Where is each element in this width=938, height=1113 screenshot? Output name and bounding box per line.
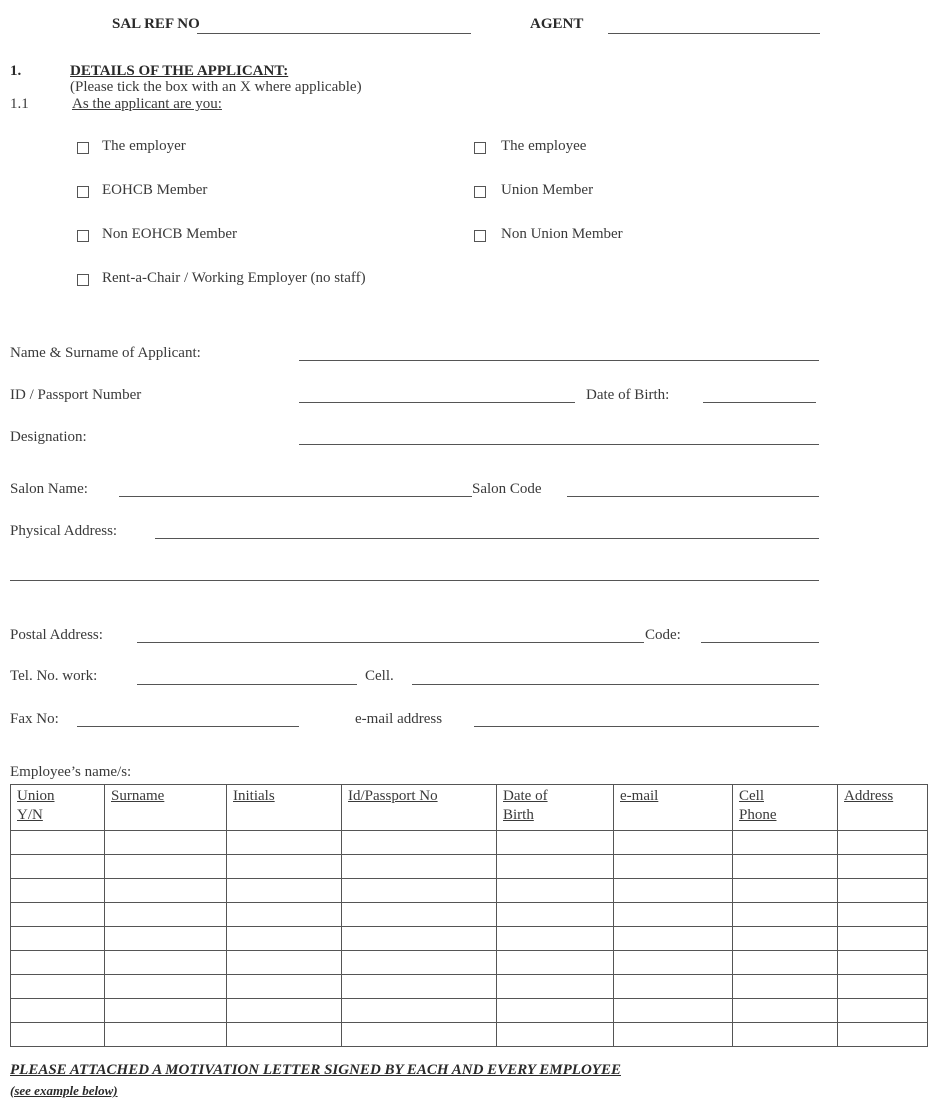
table-cell[interactable] bbox=[227, 879, 342, 903]
column-header-date-of-birth: Date of Birth bbox=[497, 785, 614, 831]
table-cell[interactable] bbox=[497, 855, 614, 879]
salon-name-input[interactable] bbox=[119, 496, 472, 497]
table-cell[interactable] bbox=[733, 951, 838, 975]
table-row bbox=[11, 1023, 928, 1047]
table-cell[interactable] bbox=[105, 999, 227, 1023]
table-cell[interactable] bbox=[342, 879, 497, 903]
table-row bbox=[11, 999, 928, 1023]
table-cell[interactable] bbox=[342, 951, 497, 975]
checkbox-icon[interactable] bbox=[77, 186, 89, 198]
table-cell[interactable] bbox=[11, 1023, 105, 1047]
cell-input[interactable] bbox=[412, 684, 819, 685]
table-cell[interactable] bbox=[342, 975, 497, 999]
table-cell[interactable] bbox=[105, 903, 227, 927]
postal-address-input[interactable] bbox=[137, 642, 644, 643]
table-cell[interactable] bbox=[497, 831, 614, 855]
table-cell[interactable] bbox=[11, 999, 105, 1023]
id-passport-label: ID / Passport Number bbox=[10, 387, 142, 403]
table-cell[interactable] bbox=[614, 927, 733, 951]
table-cell[interactable] bbox=[227, 927, 342, 951]
column-header-address: Address bbox=[838, 785, 928, 831]
name-surname-label: Name & Surname of Applicant: bbox=[10, 345, 201, 361]
table-cell[interactable] bbox=[227, 855, 342, 879]
checkbox-icon[interactable] bbox=[77, 230, 89, 242]
table-cell[interactable] bbox=[733, 855, 838, 879]
motivation-letter-notice: PLEASE ATTACHED A MOTIVATION LETTER SIGNED BY EACH AND EVERY EMPLOYEE bbox=[10, 1062, 621, 1078]
table-cell[interactable] bbox=[614, 975, 733, 999]
table-cell[interactable] bbox=[733, 831, 838, 855]
table-cell[interactable] bbox=[105, 831, 227, 855]
table-cell[interactable] bbox=[614, 1023, 733, 1047]
table-cell[interactable] bbox=[11, 879, 105, 903]
table-cell[interactable] bbox=[838, 951, 928, 975]
table-cell[interactable] bbox=[105, 951, 227, 975]
sal-ref-input[interactable] bbox=[197, 33, 471, 34]
table-cell[interactable] bbox=[342, 927, 497, 951]
designation-label: Designation: bbox=[10, 429, 87, 445]
table-cell[interactable] bbox=[614, 903, 733, 927]
table-cell[interactable] bbox=[733, 903, 838, 927]
option-label: Rent-a-Chair / Working Employer (no staff) bbox=[102, 270, 366, 286]
table-cell[interactable] bbox=[342, 831, 497, 855]
table-row bbox=[11, 855, 928, 879]
fax-input[interactable] bbox=[77, 726, 299, 727]
table-cell[interactable] bbox=[614, 951, 733, 975]
employees-table bbox=[10, 784, 928, 1047]
salon-name-label: Salon Name: bbox=[10, 481, 88, 497]
checkbox-icon[interactable] bbox=[77, 274, 89, 286]
option-label: Non EOHCB Member bbox=[102, 226, 237, 242]
table-cell[interactable] bbox=[838, 879, 928, 903]
column-header-email: e-mail bbox=[614, 785, 733, 831]
table-cell[interactable] bbox=[105, 975, 227, 999]
table-cell[interactable] bbox=[614, 999, 733, 1023]
option-label: The employer bbox=[102, 138, 186, 154]
table-cell[interactable] bbox=[497, 975, 614, 999]
tel-work-label: Tel. No. work: bbox=[10, 668, 98, 684]
salon-code-label: Salon Code bbox=[472, 481, 542, 497]
table-cell[interactable] bbox=[227, 903, 342, 927]
checkbox-icon[interactable] bbox=[474, 142, 486, 154]
physical-address-input[interactable] bbox=[155, 538, 819, 539]
column-header-cell-phone: Cell Phone bbox=[733, 785, 838, 831]
table-cell[interactable] bbox=[227, 951, 342, 975]
table-cell[interactable] bbox=[497, 1023, 614, 1047]
table-row bbox=[11, 831, 928, 855]
table-cell[interactable] bbox=[11, 927, 105, 951]
column-header-initials: Initials bbox=[227, 785, 342, 831]
employees-label: Employee’s name/s: bbox=[10, 764, 132, 780]
table-cell[interactable] bbox=[733, 975, 838, 999]
table-cell[interactable] bbox=[733, 1023, 838, 1047]
sal-ref-label: SAL REF NO bbox=[112, 16, 200, 32]
table-row bbox=[11, 879, 928, 903]
option-label: Union Member bbox=[501, 182, 594, 198]
table-cell[interactable] bbox=[342, 855, 497, 879]
table-cell[interactable] bbox=[105, 1023, 227, 1047]
table-row bbox=[11, 903, 928, 927]
table-cell[interactable] bbox=[227, 999, 342, 1023]
checkbox-icon[interactable] bbox=[77, 142, 89, 154]
physical-address-label: Physical Address: bbox=[10, 523, 118, 539]
agent-input[interactable] bbox=[608, 33, 820, 34]
table-cell[interactable] bbox=[733, 999, 838, 1023]
fax-label: Fax No: bbox=[10, 711, 59, 727]
table-cell[interactable] bbox=[497, 927, 614, 951]
table-cell[interactable] bbox=[838, 927, 928, 951]
table-cell[interactable] bbox=[838, 831, 928, 855]
table-cell[interactable] bbox=[227, 831, 342, 855]
see-example-note: (see example below) bbox=[10, 1083, 118, 1098]
table-cell[interactable] bbox=[105, 927, 227, 951]
table-cell[interactable] bbox=[11, 831, 105, 855]
id-passport-input[interactable] bbox=[299, 402, 575, 403]
table-cell[interactable] bbox=[838, 855, 928, 879]
table-cell[interactable] bbox=[342, 903, 497, 927]
name-surname-input[interactable] bbox=[299, 360, 819, 361]
table-cell[interactable] bbox=[11, 975, 105, 999]
designation-input[interactable] bbox=[299, 444, 819, 445]
date-of-birth-input[interactable] bbox=[703, 402, 816, 403]
column-header-union: Union Y/N bbox=[11, 785, 105, 831]
table-cell[interactable] bbox=[105, 879, 227, 903]
table-cell[interactable] bbox=[11, 951, 105, 975]
checkbox-icon[interactable] bbox=[474, 186, 486, 198]
section-number: 1. bbox=[10, 63, 22, 79]
option-label: EOHCB Member bbox=[102, 182, 208, 198]
table-cell[interactable] bbox=[11, 855, 105, 879]
checkbox-icon[interactable] bbox=[474, 230, 486, 242]
option-label: The employee bbox=[501, 138, 587, 154]
table-cell[interactable] bbox=[614, 831, 733, 855]
table-cell[interactable] bbox=[497, 903, 614, 927]
email-label: e-mail address bbox=[355, 711, 443, 727]
table-cell[interactable] bbox=[838, 903, 928, 927]
table-cell[interactable] bbox=[342, 1023, 497, 1047]
table-cell[interactable] bbox=[838, 999, 928, 1023]
subsection-title: As the applicant are you: bbox=[72, 96, 222, 112]
code-label: Code: bbox=[645, 627, 681, 643]
email-input[interactable] bbox=[474, 726, 819, 727]
table-cell[interactable] bbox=[227, 1023, 342, 1047]
option-label: Non Union Member bbox=[501, 226, 623, 242]
table-cell[interactable] bbox=[733, 927, 838, 951]
table-cell[interactable] bbox=[105, 855, 227, 879]
physical-address-input-line2[interactable] bbox=[10, 580, 819, 581]
section-title: DETAILS OF THE APPLICANT: bbox=[70, 63, 289, 79]
table-cell[interactable] bbox=[733, 879, 838, 903]
section-instruction: (Please tick the box with an X where applicable) bbox=[70, 79, 362, 95]
column-header-surname: Surname bbox=[105, 785, 227, 831]
postal-address-label: Postal Address: bbox=[10, 627, 103, 643]
table-cell[interactable] bbox=[227, 975, 342, 999]
table-row bbox=[11, 927, 928, 951]
table-cell[interactable] bbox=[497, 999, 614, 1023]
table-row bbox=[11, 951, 928, 975]
table-cell[interactable] bbox=[614, 855, 733, 879]
salon-code-input[interactable] bbox=[567, 496, 819, 497]
table-cell[interactable] bbox=[838, 1023, 928, 1047]
table-cell[interactable] bbox=[497, 951, 614, 975]
agent-label: AGENT bbox=[530, 16, 584, 32]
code-input[interactable] bbox=[701, 642, 819, 643]
table-cell[interactable] bbox=[497, 879, 614, 903]
table-cell[interactable] bbox=[11, 903, 105, 927]
tel-work-input[interactable] bbox=[137, 684, 357, 685]
table-header-row bbox=[11, 785, 928, 831]
cell-label: Cell. bbox=[365, 668, 394, 684]
column-header-id-passport: Id/Passport No bbox=[342, 785, 497, 831]
subsection-number: 1.1 bbox=[10, 96, 29, 112]
date-of-birth-label: Date of Birth: bbox=[586, 387, 670, 403]
table-row bbox=[11, 975, 928, 999]
table-cell[interactable] bbox=[838, 975, 928, 999]
table-cell[interactable] bbox=[614, 879, 733, 903]
table-cell[interactable] bbox=[342, 999, 497, 1023]
